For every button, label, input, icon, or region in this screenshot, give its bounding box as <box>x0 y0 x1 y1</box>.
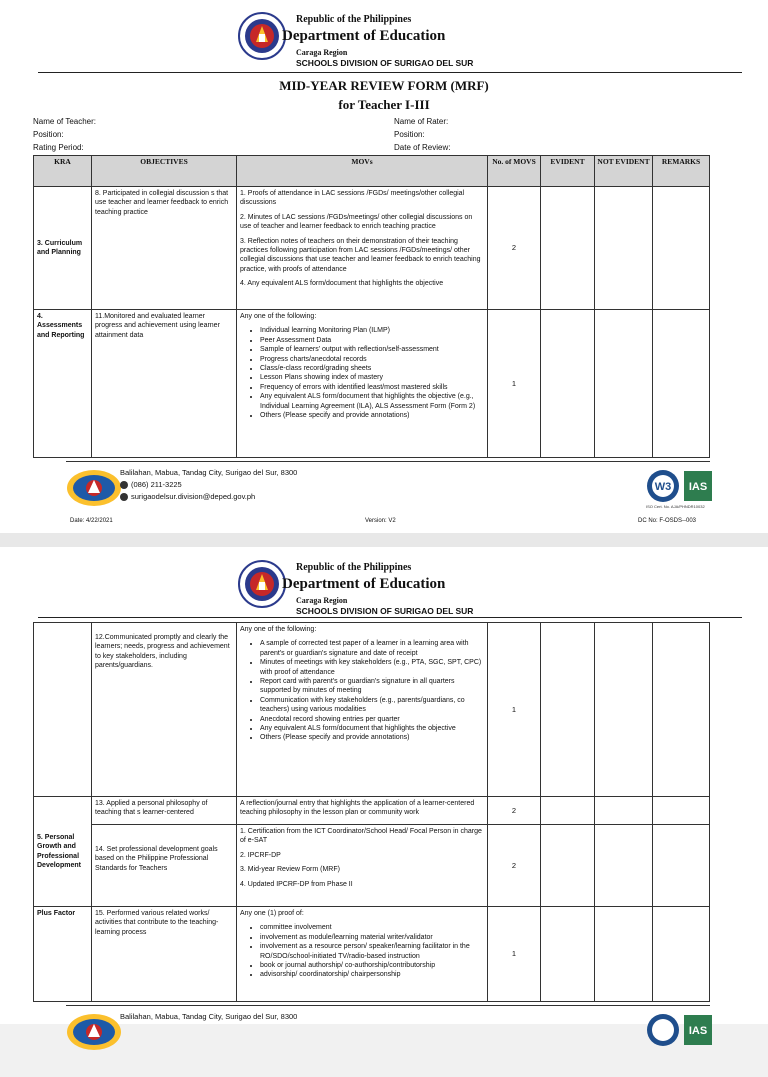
list-item: • Class/e-class record/grading sheets <box>260 364 484 373</box>
movs-cell <box>237 825 488 907</box>
date-of-review-label: Date of Review: <box>394 143 451 152</box>
table-row <box>34 623 710 797</box>
footer-email: surigaodelsur.division@deped.gov.ph <box>120 492 255 501</box>
republic-text: Republic of the Philippines <box>296 562 412 573</box>
evident-cell[interactable] <box>541 825 595 907</box>
svg-text:IAS: IAS <box>688 481 708 493</box>
list-item: • Anecdotal record showing entries per quarter <box>260 715 484 724</box>
mov-item: 2. IPCRF-DP <box>240 851 281 859</box>
svg-text:W3: W3 <box>654 481 672 493</box>
mov-count-cell: 2 <box>488 797 541 825</box>
not-evident-cell[interactable] <box>595 310 653 458</box>
list-item: • involvement as module/learning material writer/validator <box>260 933 484 942</box>
remarks-cell[interactable] <box>653 310 710 458</box>
movs-cell <box>237 907 488 1002</box>
list-item: • advisorship/ coordinatorship/ chairpersonship <box>260 970 484 979</box>
remarks-cell[interactable] <box>653 825 710 907</box>
svg-text:IAS: IAS <box>688 1025 708 1037</box>
department-text: Department of Education <box>282 576 446 592</box>
movs-cell: A reflection/journal entry that highlights the application of a learner-centered teaching philosophy in the lesson plan or community work <box>237 797 488 825</box>
footer-address: Balilahan, Mabua, Tandag City, Surigao del Sur, 8300 <box>120 1012 298 1021</box>
objective-cell: 8. Participated in collegial discussion s that use teacher and learner feedback to enrich teaching practice <box>92 187 237 310</box>
footer-address: Balilahan, Mabua, Tandag City, Surigao del Sur, 8300 <box>120 468 298 477</box>
rating-period-label: Rating Period: <box>33 143 84 152</box>
list-item: • committee involvement <box>260 923 484 932</box>
not-evident-cell[interactable] <box>595 187 653 310</box>
list-item: • Sample of learners' output with reflection/self-assessment <box>260 345 484 354</box>
objective-cell: 15. Performed various related works/ activities that contribute to the teaching-learning process <box>92 907 237 1002</box>
document-page-1 <box>0 0 768 533</box>
footer-divider <box>66 1005 710 1006</box>
division-logo-icon <box>66 469 122 507</box>
kra-cell: Plus Factor <box>34 907 92 1002</box>
list-item: • Lesson Plans showing index of mastery <box>260 373 484 382</box>
division-text: SCHOOLS DIVISION OF SURIGAO DEL SUR <box>296 58 474 68</box>
objective-cell: 12.Communicated promptly and clearly the learners; needs, progress and achievement to key stakeholders, including parents/guardians. <box>92 623 237 797</box>
department-text: Department of Education <box>282 28 446 44</box>
table-row <box>34 825 710 907</box>
footer-version: Version: V2 <box>365 518 396 524</box>
name-of-teacher-label: Name of Teacher: <box>33 117 96 126</box>
movs-intro: Any one (1) proof of: <box>240 910 304 917</box>
mov-item: 4. Any equivalent ALS form/document that highlights the objective <box>240 280 444 288</box>
objective-cell: 13. Applied a personal philosophy of teaching that s learner-centered <box>92 797 237 825</box>
list-item: • Others (Please specify and provide annotations) <box>260 733 484 742</box>
not-evident-header: NOT EVIDENT <box>595 156 653 187</box>
remarks-cell[interactable] <box>653 187 710 310</box>
letterhead <box>0 556 768 626</box>
header-divider <box>38 72 742 73</box>
objective-cell: 11.Monitored and evaluated learner progress and achievement using learner attainment data <box>92 310 237 458</box>
document-page-2 <box>0 547 768 1037</box>
mov-count-cell: 1 <box>488 623 541 797</box>
evident-header: EVIDENT <box>541 156 595 187</box>
header-divider <box>38 617 742 618</box>
review-table-page-2 <box>33 622 710 1002</box>
phone-icon <box>120 481 128 489</box>
kra-cell: 3. Curriculum and Planning <box>34 187 92 310</box>
iso-cert-number: ISO Cert. No. AJA/PHNDR10032 <box>646 504 705 509</box>
objective-cell: 14. Set professional development goals based on the Philippine Professional Standards for Teachers <box>92 825 237 907</box>
letterhead <box>0 8 768 78</box>
table-row <box>34 310 710 458</box>
movs-intro: Any one of the following: <box>240 313 317 320</box>
mov-item: 1. Certification from the ICT Coordinator/School Head/ Focal Person in charge of e-SAT <box>240 828 482 845</box>
mov-item: 3. Reflection notes of teachers on their demonstration of their teaching practices following participation from LAC sessions /FGDs/meetings/ other collegial discussions that use teacher and learner feedback to enrich teaching practice, with proofs of attendance <box>240 237 481 273</box>
division-logo-icon <box>66 1013 122 1051</box>
region-text: Caraga Region <box>296 596 348 605</box>
list-item: • Individual learning Monitoring Plan (ILMP) <box>260 326 484 335</box>
footer-date: Date: 4/22/2021 <box>70 518 113 524</box>
remarks-cell[interactable] <box>653 623 710 797</box>
list-item: • Minutes of meetings with key stakeholders (e.g., PTA, SGC, SPT, CPC) with proof of attendance <box>260 658 484 677</box>
list-item: • involvement as a resource person/ speaker/learning facilitator in the RO/SDO/school-initiated TV/radio-based instruction <box>260 942 484 961</box>
mov-item: 2. Minutes of LAC sessions /FGDs/meetings/ other collegial discussions on use of teacher and learner feedback to enrich teaching practice <box>240 213 473 231</box>
remarks-cell[interactable] <box>653 797 710 825</box>
mov-item: 3. Mid-year Review Form (MRF) <box>240 866 340 874</box>
movs-list <box>260 326 484 420</box>
movs-cell <box>237 310 488 458</box>
footer-phone: (086) 211-3225 <box>120 480 182 489</box>
position-label: Position: <box>33 130 64 139</box>
remarks-cell[interactable] <box>653 907 710 1002</box>
list-item: • Communication with key stakeholders (e.g., parents/guardians, co teachers) using various modalities <box>260 696 484 715</box>
kra-cell: 4. Assessments and Reporting <box>34 310 92 458</box>
form-title: MID-YEAR REVIEW FORM (MRF) <box>279 78 489 93</box>
mov-count-cell: 2 <box>488 825 541 907</box>
region-text: Caraga Region <box>296 48 348 57</box>
rater-position-label: Position: <box>394 130 425 139</box>
mov-count-cell: 1 <box>488 310 541 458</box>
evident-cell[interactable] <box>541 623 595 797</box>
review-table-page-1 <box>33 155 710 458</box>
list-item: • Others (Please specify and provide annotations) <box>260 411 484 420</box>
name-of-rater-label: Name of Rater: <box>394 117 449 126</box>
page-footer <box>0 1005 768 1077</box>
iso-certification-icon <box>646 1013 714 1047</box>
iso-certification-icon <box>646 469 714 503</box>
evident-cell[interactable] <box>541 907 595 1002</box>
no-movs-header: No. of MOVS <box>488 156 541 187</box>
evident-cell[interactable] <box>541 187 595 310</box>
not-evident-cell[interactable] <box>595 825 653 907</box>
list-item: • Report card with parent's or guardian's signature in all quarters supported by minutes of meeting <box>260 677 484 696</box>
list-item: • book or journal authorship/ co-authorship/contributorship <box>260 961 484 970</box>
mov-item: 1. Proofs of attendance in LAC sessions /FGDs/ meetings/other collegial discussions <box>240 190 465 207</box>
list-item: • Any equivalent ALS form/document that highlights the objective <box>260 724 484 733</box>
deped-seal-icon <box>238 12 286 60</box>
not-evident-cell[interactable] <box>595 623 653 797</box>
mov-count-cell: 2 <box>488 187 541 310</box>
not-evident-cell[interactable] <box>595 797 653 825</box>
list-item: • Any equivalent ALS form/document that highlights the objective (e.g., Individual Learning Agreement (ILA), ALS Assessment Form (Form 2) <box>260 392 484 411</box>
list-item: • A sample of corrected test paper of a learner in a learning area with parent's or guardian's signature and date of receipt <box>260 639 484 658</box>
footer-divider <box>66 461 710 462</box>
form-subtitle: for Teacher I-III <box>338 97 430 112</box>
division-text: SCHOOLS DIVISION OF SURIGAO DEL SUR <box>296 606 474 616</box>
objectives-header: OBJECTIVES <box>92 156 237 187</box>
movs-header: MOVs <box>237 156 488 187</box>
table-row <box>34 187 710 310</box>
page-gap <box>0 533 768 547</box>
movs-list <box>260 923 484 979</box>
evident-cell[interactable] <box>541 310 595 458</box>
list-item: • Progress charts/anecdotal records <box>260 355 484 364</box>
kra-cell: 5. Personal Growth and Professional Development <box>34 797 92 907</box>
movs-list <box>260 639 484 742</box>
republic-text: Republic of the Philippines <box>296 14 412 25</box>
kra-cell <box>34 623 92 797</box>
not-evident-cell[interactable] <box>595 907 653 1002</box>
table-row <box>34 797 710 825</box>
table-header-row <box>34 156 710 187</box>
deped-seal-icon <box>238 560 286 608</box>
mov-count-cell: 1 <box>488 907 541 1002</box>
movs-intro: Any one of the following: <box>240 626 317 633</box>
remarks-header: REMARKS <box>653 156 710 187</box>
list-item: • Frequency of errors with identified least/most mastered skills <box>260 383 484 392</box>
footer-doc-no: DC No: F-OSDS--003 <box>638 518 697 524</box>
page-footer <box>0 461 768 533</box>
mov-item: 4. Updated IPCRF-DP from Phase II <box>240 880 353 888</box>
kra-header: KRA <box>34 156 92 187</box>
table-row <box>34 907 710 1002</box>
email-icon <box>120 493 128 501</box>
movs-cell <box>237 187 488 310</box>
movs-cell <box>237 623 488 797</box>
list-item: • Peer Assessment Data <box>260 336 484 345</box>
evident-cell[interactable] <box>541 797 595 825</box>
